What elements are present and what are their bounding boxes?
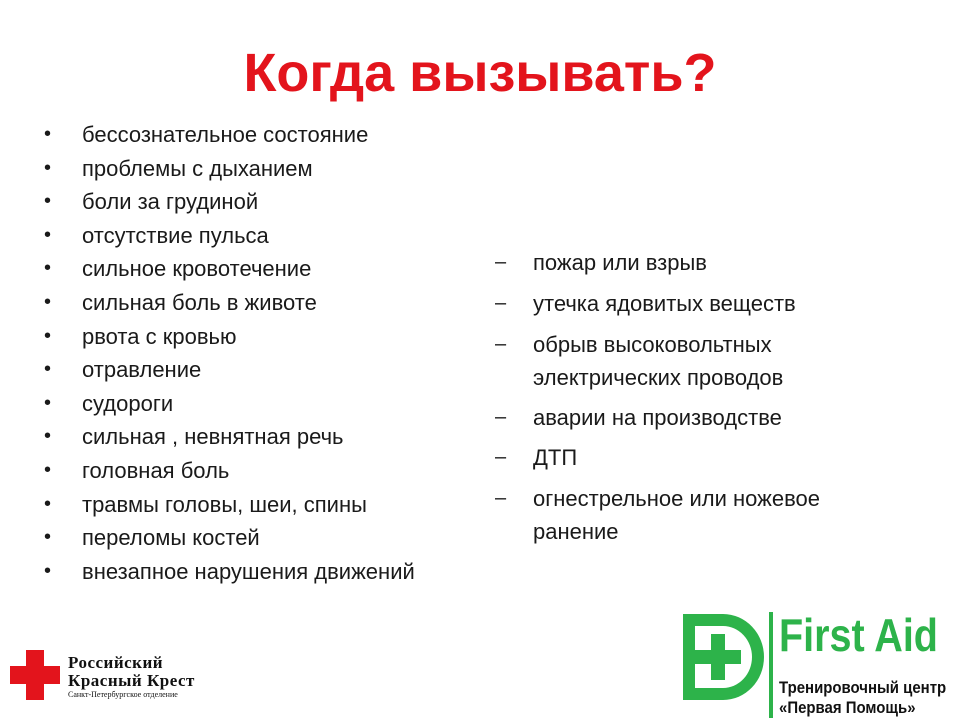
first-aid-divider: [769, 612, 773, 718]
first-aid-subtitle-2: «Первая Помощь»: [779, 698, 916, 717]
slide-title: Когда вызывать?: [243, 43, 717, 103]
bullet-icon: •: [44, 257, 52, 280]
list-item: [495, 401, 893, 434]
list-item: [44, 252, 415, 286]
red-cross-line1: Российский: [68, 653, 164, 672]
list-item: [495, 482, 893, 548]
list-item-text: внезапное нарушения движений: [82, 558, 415, 584]
list-item: [44, 152, 415, 186]
list-item-text: рвота с кровью: [82, 323, 237, 349]
bullet-icon: •: [44, 324, 52, 347]
bullet-icon: •: [44, 223, 52, 246]
red-cross-wordmark: [68, 654, 195, 700]
list-item-text: бессознательное состояние: [82, 122, 369, 147]
list-item: [44, 118, 415, 152]
list-item-text: боли за грудиной: [82, 189, 259, 215]
emergency-events-list: [495, 246, 893, 548]
list-item-text: пожар или взрыв: [533, 250, 707, 275]
list-item-text: проблемы с дыханием: [82, 155, 313, 181]
first-aid-subtitle-1: Тренировочный центр: [779, 678, 947, 697]
list-item: [44, 521, 415, 555]
list-item: [495, 246, 893, 279]
list-item: [44, 454, 415, 488]
list-item: [44, 387, 415, 421]
red-cross-line3: Санкт-Петербургское отделение: [68, 690, 178, 699]
list-item: [44, 353, 415, 387]
dash-icon: –: [495, 446, 507, 468]
list-item-text: сильное кровотечение: [82, 256, 312, 282]
emergency-conditions-list: [44, 118, 415, 588]
list-item-text: отсутствие пульса: [82, 222, 269, 248]
bullet-icon: •: [44, 559, 52, 582]
first-aid-cross-icon: [683, 614, 765, 700]
list-item: [44, 488, 415, 522]
dash-icon: –: [495, 292, 507, 314]
dash-icon: –: [495, 333, 507, 355]
list-item: [495, 287, 893, 320]
list-item: [44, 320, 415, 354]
bullet-icon: •: [44, 123, 52, 145]
red-cross-icon: [10, 650, 60, 700]
bullet-icon: •: [44, 391, 52, 414]
list-item-text: головная боль: [82, 457, 230, 483]
bullet-icon: •: [44, 156, 52, 179]
list-item: [44, 555, 415, 589]
bullet-icon: •: [44, 290, 52, 313]
list-item-text: сильная , невнятная речь: [82, 424, 344, 450]
list-item-text: отравление: [82, 357, 202, 383]
list-item: [44, 286, 415, 320]
bullet-icon: •: [44, 358, 52, 381]
list-item-text: утечка ядовитых веществ: [533, 291, 796, 316]
list-item-text: аварии на производстве: [533, 405, 782, 430]
list-item-text: переломы костей: [82, 525, 260, 551]
list-item-text: травмы головы, шеи, спины: [82, 491, 367, 517]
list-item-text: сильная боль в животе: [82, 289, 317, 315]
dash-icon: –: [495, 406, 507, 428]
dash-icon: –: [495, 487, 507, 509]
bullet-icon: •: [44, 458, 52, 481]
list-item: [495, 441, 893, 474]
list-item: [44, 185, 415, 219]
bullet-icon: •: [44, 425, 52, 448]
list-item-text: огнестрельное или ножевое ранение: [533, 486, 821, 544]
dash-icon: –: [495, 251, 507, 273]
bullet-icon: •: [44, 526, 52, 549]
first-aid-title: First Aid: [779, 609, 938, 661]
list-item: [495, 328, 893, 394]
bullet-icon: •: [44, 492, 52, 515]
red-cross-logo: [8, 648, 213, 714]
first-aid-logo: [683, 609, 953, 720]
list-item-text: обрыв высоковольтных электрических проводов: [533, 332, 784, 390]
list-item: [44, 420, 415, 454]
red-cross-line2: Красный Крест: [68, 671, 195, 690]
bullet-icon: •: [44, 190, 52, 213]
list-item: [44, 219, 415, 253]
list-item-text: ДТП: [533, 445, 578, 470]
list-item-text: судороги: [82, 390, 174, 416]
